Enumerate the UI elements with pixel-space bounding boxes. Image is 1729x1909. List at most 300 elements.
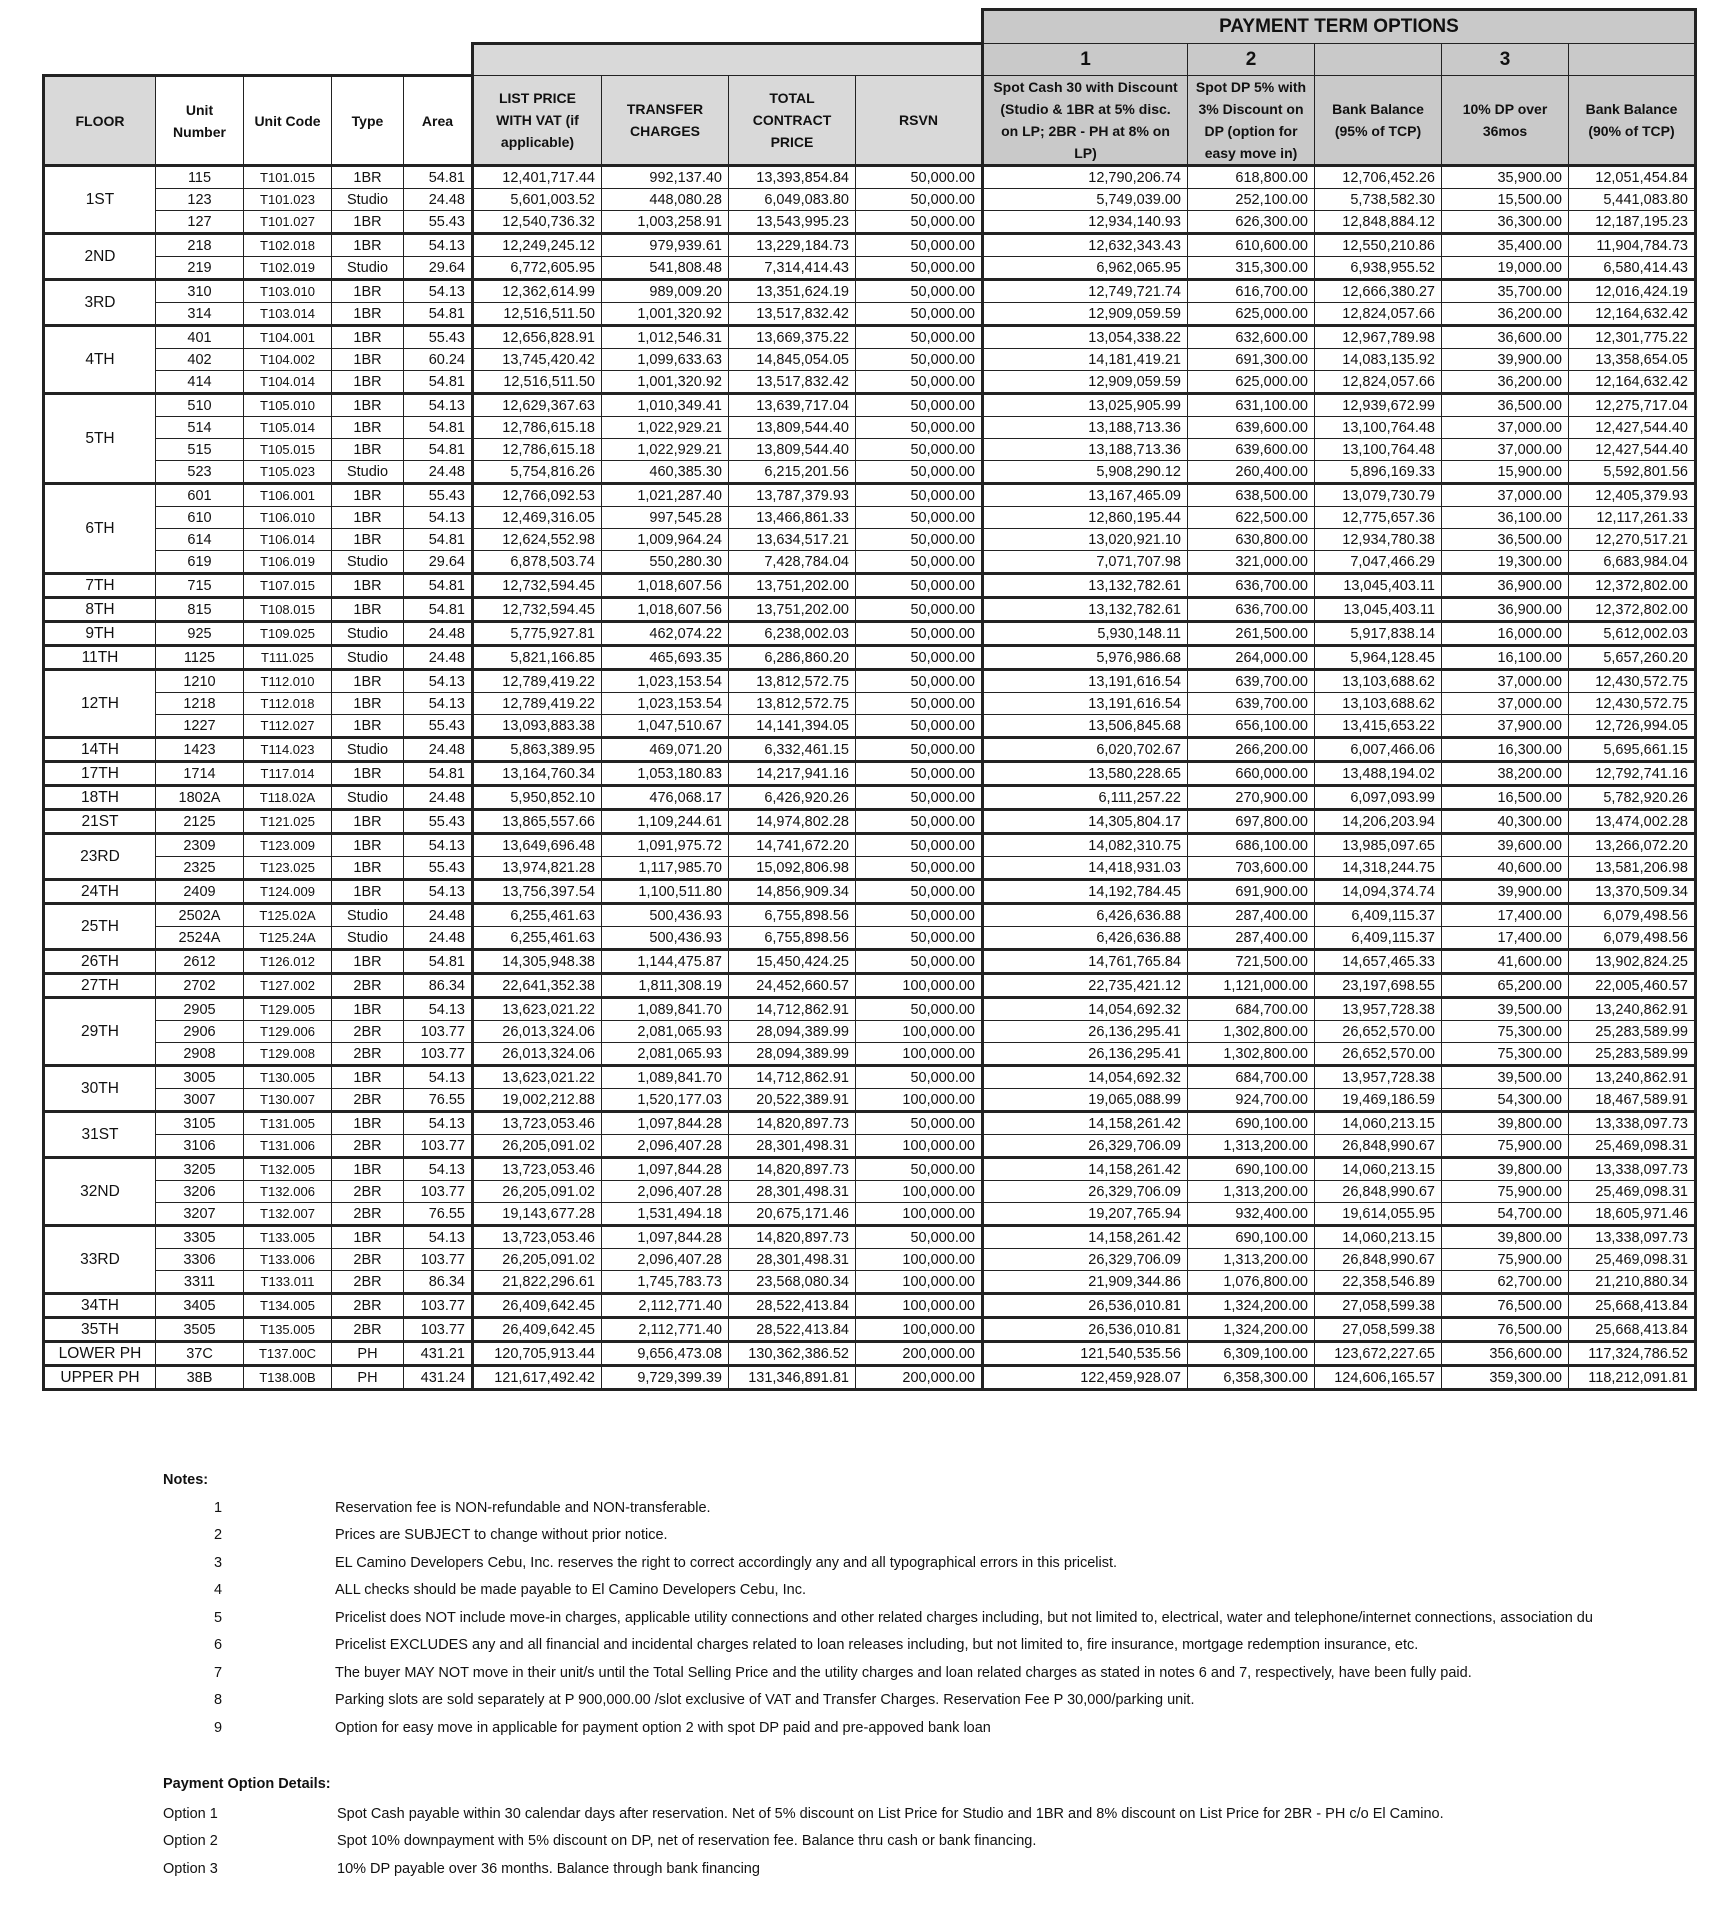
option1-spot-cash: 12,790,206.74 — [983, 166, 1188, 189]
note-number — [163, 1637, 228, 1653]
total-contract-price: 6,755,898.56 — [729, 904, 856, 927]
unit-code: T138.00B — [244, 1366, 332, 1390]
table-row — [44, 857, 1696, 880]
option2-spot-dp: 636,700.00 — [1188, 574, 1315, 598]
unit-type: 1BR — [332, 326, 404, 349]
unit-number: 3305 — [156, 1226, 244, 1249]
unit-area: 54.13 — [404, 280, 473, 303]
reservation-fee: 100,000.00 — [856, 974, 983, 998]
unit-area: 54.81 — [404, 417, 473, 439]
reservation-fee: 50,000.00 — [856, 1112, 983, 1135]
bank-balance-95: 13,079,730.79 — [1315, 484, 1442, 507]
payment-option-item — [163, 1855, 1444, 1883]
option2-spot-dp: 636,700.00 — [1188, 598, 1315, 622]
option3-dp-36mos: 16,000.00 — [1442, 622, 1569, 646]
total-contract-price: 13,809,544.40 — [729, 439, 856, 461]
unit-type: 1BR — [332, 507, 404, 529]
reservation-fee: 50,000.00 — [856, 1066, 983, 1089]
reservation-fee: 100,000.00 — [856, 1271, 983, 1294]
option2-spot-dp: 639,700.00 — [1188, 670, 1315, 693]
reservation-fee: 100,000.00 — [856, 1318, 983, 1342]
unit-code: T131.005 — [244, 1112, 332, 1135]
option3-dp-36mos: 37,000.00 — [1442, 417, 1569, 439]
option2-spot-dp: 261,500.00 — [1188, 622, 1315, 646]
bank-balance-95: 12,967,789.98 — [1315, 326, 1442, 349]
option3-dp-36mos: 40,300.00 — [1442, 810, 1569, 834]
table-row — [44, 693, 1696, 715]
bank-balance-90: 5,441,083.80 — [1569, 189, 1696, 211]
option2-spot-dp: 684,700.00 — [1188, 998, 1315, 1021]
note-item — [163, 1687, 1593, 1715]
col-bank-balance-95: Bank Balance (95% of TCP) — [1315, 76, 1442, 166]
price-group-header — [473, 44, 983, 76]
option2-spot-dp: 625,000.00 — [1188, 371, 1315, 394]
col-area: Area — [404, 76, 473, 166]
table-row — [44, 529, 1696, 551]
reservation-fee: 50,000.00 — [856, 484, 983, 507]
unit-number: 3205 — [156, 1158, 244, 1181]
bank-balance-95: 6,409,115.37 — [1315, 927, 1442, 950]
total-contract-price: 13,351,624.19 — [729, 280, 856, 303]
unit-area: 55.43 — [404, 857, 473, 880]
table-row — [44, 950, 1696, 974]
unit-code: T114.023 — [244, 738, 332, 762]
bank-balance-90: 5,782,920.26 — [1569, 786, 1696, 810]
transfer-charges: 1,001,320.92 — [602, 303, 729, 326]
total-contract-price: 13,634,517.21 — [729, 529, 856, 551]
note-item — [163, 1659, 1593, 1687]
col-rsvn: RSVN — [856, 76, 983, 166]
unit-area: 54.13 — [404, 1066, 473, 1089]
unit-code: T106.019 — [244, 551, 332, 574]
unit-code: T132.005 — [244, 1158, 332, 1181]
unit-number: 2702 — [156, 974, 244, 998]
unit-area: 54.81 — [404, 303, 473, 326]
unit-number: 925 — [156, 622, 244, 646]
option2-spot-dp: 721,500.00 — [1188, 950, 1315, 974]
total-contract-price: 14,820,897.73 — [729, 1158, 856, 1181]
unit-type: 1BR — [332, 998, 404, 1021]
option3-dp-36mos: 36,500.00 — [1442, 394, 1569, 417]
option1-spot-cash: 7,071,707.98 — [983, 551, 1188, 574]
unit-area: 24.48 — [404, 189, 473, 211]
bank-balance-90: 13,358,654.05 — [1569, 349, 1696, 371]
unit-area: 103.77 — [404, 1021, 473, 1043]
floor-label: 5TH — [44, 394, 156, 484]
list-price: 13,745,420.42 — [473, 349, 602, 371]
unit-area: 54.13 — [404, 670, 473, 693]
unit-type: 1BR — [332, 211, 404, 234]
option1-spot-cash: 13,020,921.10 — [983, 529, 1188, 551]
bank-balance-95: 5,738,582.30 — [1315, 189, 1442, 211]
payment-option-label: Option 1 — [163, 1805, 218, 1822]
bank-balance-95: 12,939,672.99 — [1315, 394, 1442, 417]
bank-balance-95: 14,060,213.15 — [1315, 1158, 1442, 1181]
unit-type: Studio — [332, 646, 404, 670]
col-unit-code: Unit Code — [244, 76, 332, 166]
unit-type: 2BR — [332, 1294, 404, 1318]
option3-dp-36mos: 17,400.00 — [1442, 904, 1569, 927]
option2-spot-dp: 690,100.00 — [1188, 1112, 1315, 1135]
bank-balance-95: 12,848,884.12 — [1315, 211, 1442, 234]
list-price: 12,624,552.98 — [473, 529, 602, 551]
unit-type: Studio — [332, 551, 404, 574]
transfer-charges: 460,385.30 — [602, 461, 729, 484]
bank-balance-95: 7,047,466.29 — [1315, 551, 1442, 574]
transfer-charges: 1,012,546.31 — [602, 326, 729, 349]
transfer-charges: 550,280.30 — [602, 551, 729, 574]
transfer-charges: 1,009,964.24 — [602, 529, 729, 551]
option2-spot-dp: 1,302,800.00 — [1188, 1021, 1315, 1043]
total-contract-price: 13,639,717.04 — [729, 394, 856, 417]
unit-area: 29.64 — [404, 257, 473, 280]
transfer-charges: 500,436.93 — [602, 927, 729, 950]
list-price: 5,754,816.26 — [473, 461, 602, 484]
unit-type: 1BR — [332, 234, 404, 257]
note-item — [163, 1522, 1593, 1550]
floor-label: 11TH — [44, 646, 156, 670]
option-1-number: 1 — [983, 44, 1188, 76]
transfer-charges: 448,080.28 — [602, 189, 729, 211]
unit-area: 24.48 — [404, 461, 473, 484]
bank-balance-95: 12,706,452.26 — [1315, 166, 1442, 189]
unit-area: 54.81 — [404, 598, 473, 622]
total-contract-price: 14,974,802.28 — [729, 810, 856, 834]
reservation-fee: 50,000.00 — [856, 693, 983, 715]
list-price: 13,093,883.38 — [473, 715, 602, 738]
list-price: 6,255,461.63 — [473, 904, 602, 927]
list-price: 6,255,461.63 — [473, 927, 602, 950]
option1-spot-cash: 5,976,986.68 — [983, 646, 1188, 670]
reservation-fee: 50,000.00 — [856, 880, 983, 904]
total-contract-price: 28,094,389.99 — [729, 1021, 856, 1043]
transfer-charges: 1,811,308.19 — [602, 974, 729, 998]
unit-code: T125.02A — [244, 904, 332, 927]
option2-spot-dp: 1,313,200.00 — [1188, 1249, 1315, 1271]
option3-dp-36mos: 37,900.00 — [1442, 715, 1569, 738]
floor-label: LOWER PH — [44, 1342, 156, 1366]
reservation-fee: 200,000.00 — [856, 1342, 983, 1366]
option2-spot-dp: 260,400.00 — [1188, 461, 1315, 484]
unit-number: 3106 — [156, 1135, 244, 1158]
transfer-charges: 1,097,844.28 — [602, 1112, 729, 1135]
payment-option-text: 10% DP payable over 36 months. Balance through bank financing — [337, 1860, 760, 1877]
bank-balance-95: 26,848,990.67 — [1315, 1249, 1442, 1271]
unit-code: T129.008 — [244, 1043, 332, 1066]
floor-label: 18TH — [44, 786, 156, 810]
table-row — [44, 1135, 1696, 1158]
unit-type: 1BR — [332, 693, 404, 715]
total-contract-price: 14,820,897.73 — [729, 1226, 856, 1249]
option3-dp-36mos: 76,500.00 — [1442, 1318, 1569, 1342]
unit-code: T111.025 — [244, 646, 332, 670]
bank-balance-90: 12,051,454.84 — [1569, 166, 1696, 189]
unit-code: T102.019 — [244, 257, 332, 280]
option3-dp-36mos: 41,600.00 — [1442, 950, 1569, 974]
unit-type: 1BR — [332, 394, 404, 417]
transfer-charges: 2,096,407.28 — [602, 1135, 729, 1158]
transfer-charges: 1,018,607.56 — [602, 574, 729, 598]
unit-number: 715 — [156, 574, 244, 598]
option2-spot-dp: 6,309,100.00 — [1188, 1342, 1315, 1366]
option2-spot-dp: 697,800.00 — [1188, 810, 1315, 834]
reservation-fee: 100,000.00 — [856, 1043, 983, 1066]
transfer-charges: 1,099,633.63 — [602, 349, 729, 371]
unit-type: 1BR — [332, 280, 404, 303]
transfer-charges: 1,003,258.91 — [602, 211, 729, 234]
bank-balance-90: 13,370,509.34 — [1569, 880, 1696, 904]
total-contract-price: 13,543,995.23 — [729, 211, 856, 234]
reservation-fee: 100,000.00 — [856, 1294, 983, 1318]
unit-code: T103.010 — [244, 280, 332, 303]
total-contract-price: 14,712,862.91 — [729, 1066, 856, 1089]
option1-spot-cash: 14,158,261.42 — [983, 1226, 1188, 1249]
bank-balance-90: 12,164,632.42 — [1569, 303, 1696, 326]
unit-area: 54.13 — [404, 693, 473, 715]
unit-code: T126.012 — [244, 950, 332, 974]
bank-balance-90: 12,427,544.40 — [1569, 439, 1696, 461]
unit-type: 2BR — [332, 1135, 404, 1158]
floor-label: 17TH — [44, 762, 156, 786]
option1-spot-cash: 13,188,713.36 — [983, 439, 1188, 461]
list-price: 13,723,053.46 — [473, 1158, 602, 1181]
bank-balance-90: 25,469,098.31 — [1569, 1249, 1696, 1271]
unit-code: T132.006 — [244, 1181, 332, 1203]
unit-type: 2BR — [332, 1089, 404, 1112]
option1-spot-cash: 5,930,148.11 — [983, 622, 1188, 646]
list-price: 19,143,677.28 — [473, 1203, 602, 1226]
unit-type: Studio — [332, 786, 404, 810]
table-row — [44, 371, 1696, 394]
table-row — [44, 786, 1696, 810]
unit-area: 76.55 — [404, 1089, 473, 1112]
unit-area: 54.13 — [404, 394, 473, 417]
unit-code: T131.006 — [244, 1135, 332, 1158]
option1-spot-cash: 12,749,721.74 — [983, 280, 1188, 303]
option-2b-number — [1315, 44, 1442, 76]
option1-spot-cash: 6,962,065.95 — [983, 257, 1188, 280]
unit-number: 38B — [156, 1366, 244, 1390]
table-row — [44, 974, 1696, 998]
header-row-option-numbers — [44, 44, 1696, 76]
option3-dp-36mos: 36,600.00 — [1442, 326, 1569, 349]
payment-option-details — [163, 1776, 1444, 1883]
total-contract-price: 14,141,394.05 — [729, 715, 856, 738]
list-price: 26,205,091.02 — [473, 1181, 602, 1203]
reservation-fee: 50,000.00 — [856, 417, 983, 439]
option1-spot-cash: 21,909,344.86 — [983, 1271, 1188, 1294]
note-number-text: 3 — [213, 1554, 223, 1571]
option1-spot-cash: 19,207,765.94 — [983, 1203, 1188, 1226]
reservation-fee: 50,000.00 — [856, 834, 983, 857]
total-contract-price: 28,094,389.99 — [729, 1043, 856, 1066]
reservation-fee: 50,000.00 — [856, 461, 983, 484]
unit-type: 1BR — [332, 529, 404, 551]
reservation-fee: 50,000.00 — [856, 326, 983, 349]
unit-type: 1BR — [332, 1066, 404, 1089]
unit-type: 1BR — [332, 834, 404, 857]
note-text: Pricelist does NOT include move-in charges, applicable utility connections and other related charges including, but not limited to, electrical, water and telephone/internet connections, association du — [335, 1609, 1593, 1626]
floor-label: 9TH — [44, 622, 156, 646]
unit-type: 1BR — [332, 349, 404, 371]
table-row — [44, 598, 1696, 622]
unit-code: T125.24A — [244, 927, 332, 950]
total-contract-price: 14,741,672.20 — [729, 834, 856, 857]
option3-dp-36mos: 40,600.00 — [1442, 857, 1569, 880]
unit-type: Studio — [332, 461, 404, 484]
bank-balance-95: 13,103,688.62 — [1315, 670, 1442, 693]
total-contract-price: 20,522,389.91 — [729, 1089, 856, 1112]
option2-spot-dp: 1,313,200.00 — [1188, 1181, 1315, 1203]
option1-spot-cash: 6,426,636.88 — [983, 927, 1188, 950]
option2-spot-dp: 1,076,800.00 — [1188, 1271, 1315, 1294]
unit-type: 2BR — [332, 1271, 404, 1294]
note-number — [163, 1555, 228, 1571]
option-3b-number — [1569, 44, 1696, 76]
unit-number: 2125 — [156, 810, 244, 834]
unit-code: T117.014 — [244, 762, 332, 786]
bank-balance-90: 22,005,460.57 — [1569, 974, 1696, 998]
total-contract-price: 6,755,898.56 — [729, 927, 856, 950]
reservation-fee: 50,000.00 — [856, 738, 983, 762]
unit-area: 54.13 — [404, 998, 473, 1021]
option3-dp-36mos: 36,900.00 — [1442, 598, 1569, 622]
bank-balance-95: 19,469,186.59 — [1315, 1089, 1442, 1112]
unit-area: 103.77 — [404, 1181, 473, 1203]
unit-area: 54.81 — [404, 950, 473, 974]
option2-spot-dp: 252,100.00 — [1188, 189, 1315, 211]
bank-balance-95: 13,957,728.38 — [1315, 1066, 1442, 1089]
reservation-fee: 50,000.00 — [856, 371, 983, 394]
bank-balance-90: 12,117,261.33 — [1569, 507, 1696, 529]
unit-type: Studio — [332, 738, 404, 762]
option3-dp-36mos: 39,800.00 — [1442, 1158, 1569, 1181]
option3-dp-36mos: 39,500.00 — [1442, 1066, 1569, 1089]
option3-dp-36mos: 39,900.00 — [1442, 349, 1569, 371]
list-price: 5,601,003.52 — [473, 189, 602, 211]
option1-spot-cash: 13,054,338.22 — [983, 326, 1188, 349]
transfer-charges: 1,047,510.67 — [602, 715, 729, 738]
option1-spot-cash: 26,329,706.09 — [983, 1249, 1188, 1271]
pricelist-sheet — [42, 8, 1697, 1391]
bank-balance-95: 12,666,380.27 — [1315, 280, 1442, 303]
transfer-charges: 1,531,494.18 — [602, 1203, 729, 1226]
unit-area: 431.24 — [404, 1366, 473, 1390]
pricelist-table — [42, 8, 1697, 1391]
list-price: 26,013,324.06 — [473, 1043, 602, 1066]
list-price: 6,878,503.74 — [473, 551, 602, 574]
list-price: 26,409,642.45 — [473, 1318, 602, 1342]
option1-spot-cash: 12,909,059.59 — [983, 303, 1188, 326]
option2-spot-dp: 1,302,800.00 — [1188, 1043, 1315, 1066]
unit-area: 55.43 — [404, 715, 473, 738]
bank-balance-90: 12,275,717.04 — [1569, 394, 1696, 417]
bank-balance-95: 19,614,055.95 — [1315, 1203, 1442, 1226]
option2-spot-dp: 287,400.00 — [1188, 904, 1315, 927]
unit-code: T127.002 — [244, 974, 332, 998]
reservation-fee: 50,000.00 — [856, 439, 983, 461]
table-row — [44, 349, 1696, 371]
payment-option-item — [163, 1828, 1444, 1856]
unit-code: T106.001 — [244, 484, 332, 507]
note-number — [163, 1692, 228, 1708]
bank-balance-95: 13,045,403.11 — [1315, 574, 1442, 598]
bank-balance-95: 14,657,465.33 — [1315, 950, 1442, 974]
unit-type: 2BR — [332, 1043, 404, 1066]
bank-balance-90: 25,283,589.99 — [1569, 1021, 1696, 1043]
unit-area: 103.77 — [404, 1318, 473, 1342]
list-price: 13,623,021.22 — [473, 1066, 602, 1089]
col-total-contract-price: TOTAL CONTRACT PRICE — [729, 76, 856, 166]
floor-label: 8TH — [44, 598, 156, 622]
unit-code: T112.010 — [244, 670, 332, 693]
payment-term-options-title: PAYMENT TERM OPTIONS — [983, 10, 1696, 44]
list-price: 6,772,605.95 — [473, 257, 602, 280]
transfer-charges: 1,100,511.80 — [602, 880, 729, 904]
transfer-charges: 2,081,065.93 — [602, 1043, 729, 1066]
bank-balance-90: 5,592,801.56 — [1569, 461, 1696, 484]
option1-spot-cash: 12,909,059.59 — [983, 371, 1188, 394]
option3-dp-36mos: 39,900.00 — [1442, 880, 1569, 904]
table-row — [44, 927, 1696, 950]
total-contract-price: 6,426,920.26 — [729, 786, 856, 810]
bank-balance-95: 12,550,210.86 — [1315, 234, 1442, 257]
transfer-charges: 997,545.28 — [602, 507, 729, 529]
bank-balance-95: 13,957,728.38 — [1315, 998, 1442, 1021]
total-contract-price: 6,215,201.56 — [729, 461, 856, 484]
floor-label: UPPER PH — [44, 1366, 156, 1390]
reservation-fee: 50,000.00 — [856, 670, 983, 693]
unit-code: T130.007 — [244, 1089, 332, 1112]
unit-area: 54.13 — [404, 234, 473, 257]
unit-type: 1BR — [332, 762, 404, 786]
bank-balance-90: 13,474,002.28 — [1569, 810, 1696, 834]
unit-type: 1BR — [332, 1158, 404, 1181]
bank-balance-95: 14,318,244.75 — [1315, 857, 1442, 880]
table-row — [44, 810, 1696, 834]
option2-spot-dp: 616,700.00 — [1188, 280, 1315, 303]
list-price: 13,974,821.28 — [473, 857, 602, 880]
list-price: 26,409,642.45 — [473, 1294, 602, 1318]
floor-label: 31ST — [44, 1112, 156, 1158]
unit-number: 3105 — [156, 1112, 244, 1135]
reservation-fee: 50,000.00 — [856, 786, 983, 810]
list-price: 12,516,511.50 — [473, 303, 602, 326]
option2-spot-dp: 6,358,300.00 — [1188, 1366, 1315, 1390]
option1-spot-cash: 13,132,782.61 — [983, 598, 1188, 622]
option3-dp-36mos: 16,500.00 — [1442, 786, 1569, 810]
unit-type: Studio — [332, 189, 404, 211]
bank-balance-90: 118,212,091.81 — [1569, 1366, 1696, 1390]
unit-area: 103.77 — [404, 1294, 473, 1318]
bank-balance-90: 18,605,971.46 — [1569, 1203, 1696, 1226]
bank-balance-95: 13,488,194.02 — [1315, 762, 1442, 786]
option2-spot-dp: 321,000.00 — [1188, 551, 1315, 574]
total-contract-price: 13,751,202.00 — [729, 574, 856, 598]
unit-type: 1BR — [332, 950, 404, 974]
option1-spot-cash: 13,506,845.68 — [983, 715, 1188, 738]
note-number-text: 7 — [213, 1664, 223, 1681]
list-price: 26,205,091.02 — [473, 1249, 602, 1271]
total-contract-price: 13,517,832.42 — [729, 303, 856, 326]
list-price: 19,002,212.88 — [473, 1089, 602, 1112]
transfer-charges: 1,010,349.41 — [602, 394, 729, 417]
floor-label: 33RD — [44, 1226, 156, 1294]
table-row — [44, 507, 1696, 529]
unit-code: T104.002 — [244, 349, 332, 371]
bank-balance-90: 21,210,880.34 — [1569, 1271, 1696, 1294]
option3-dp-36mos: 38,200.00 — [1442, 762, 1569, 786]
